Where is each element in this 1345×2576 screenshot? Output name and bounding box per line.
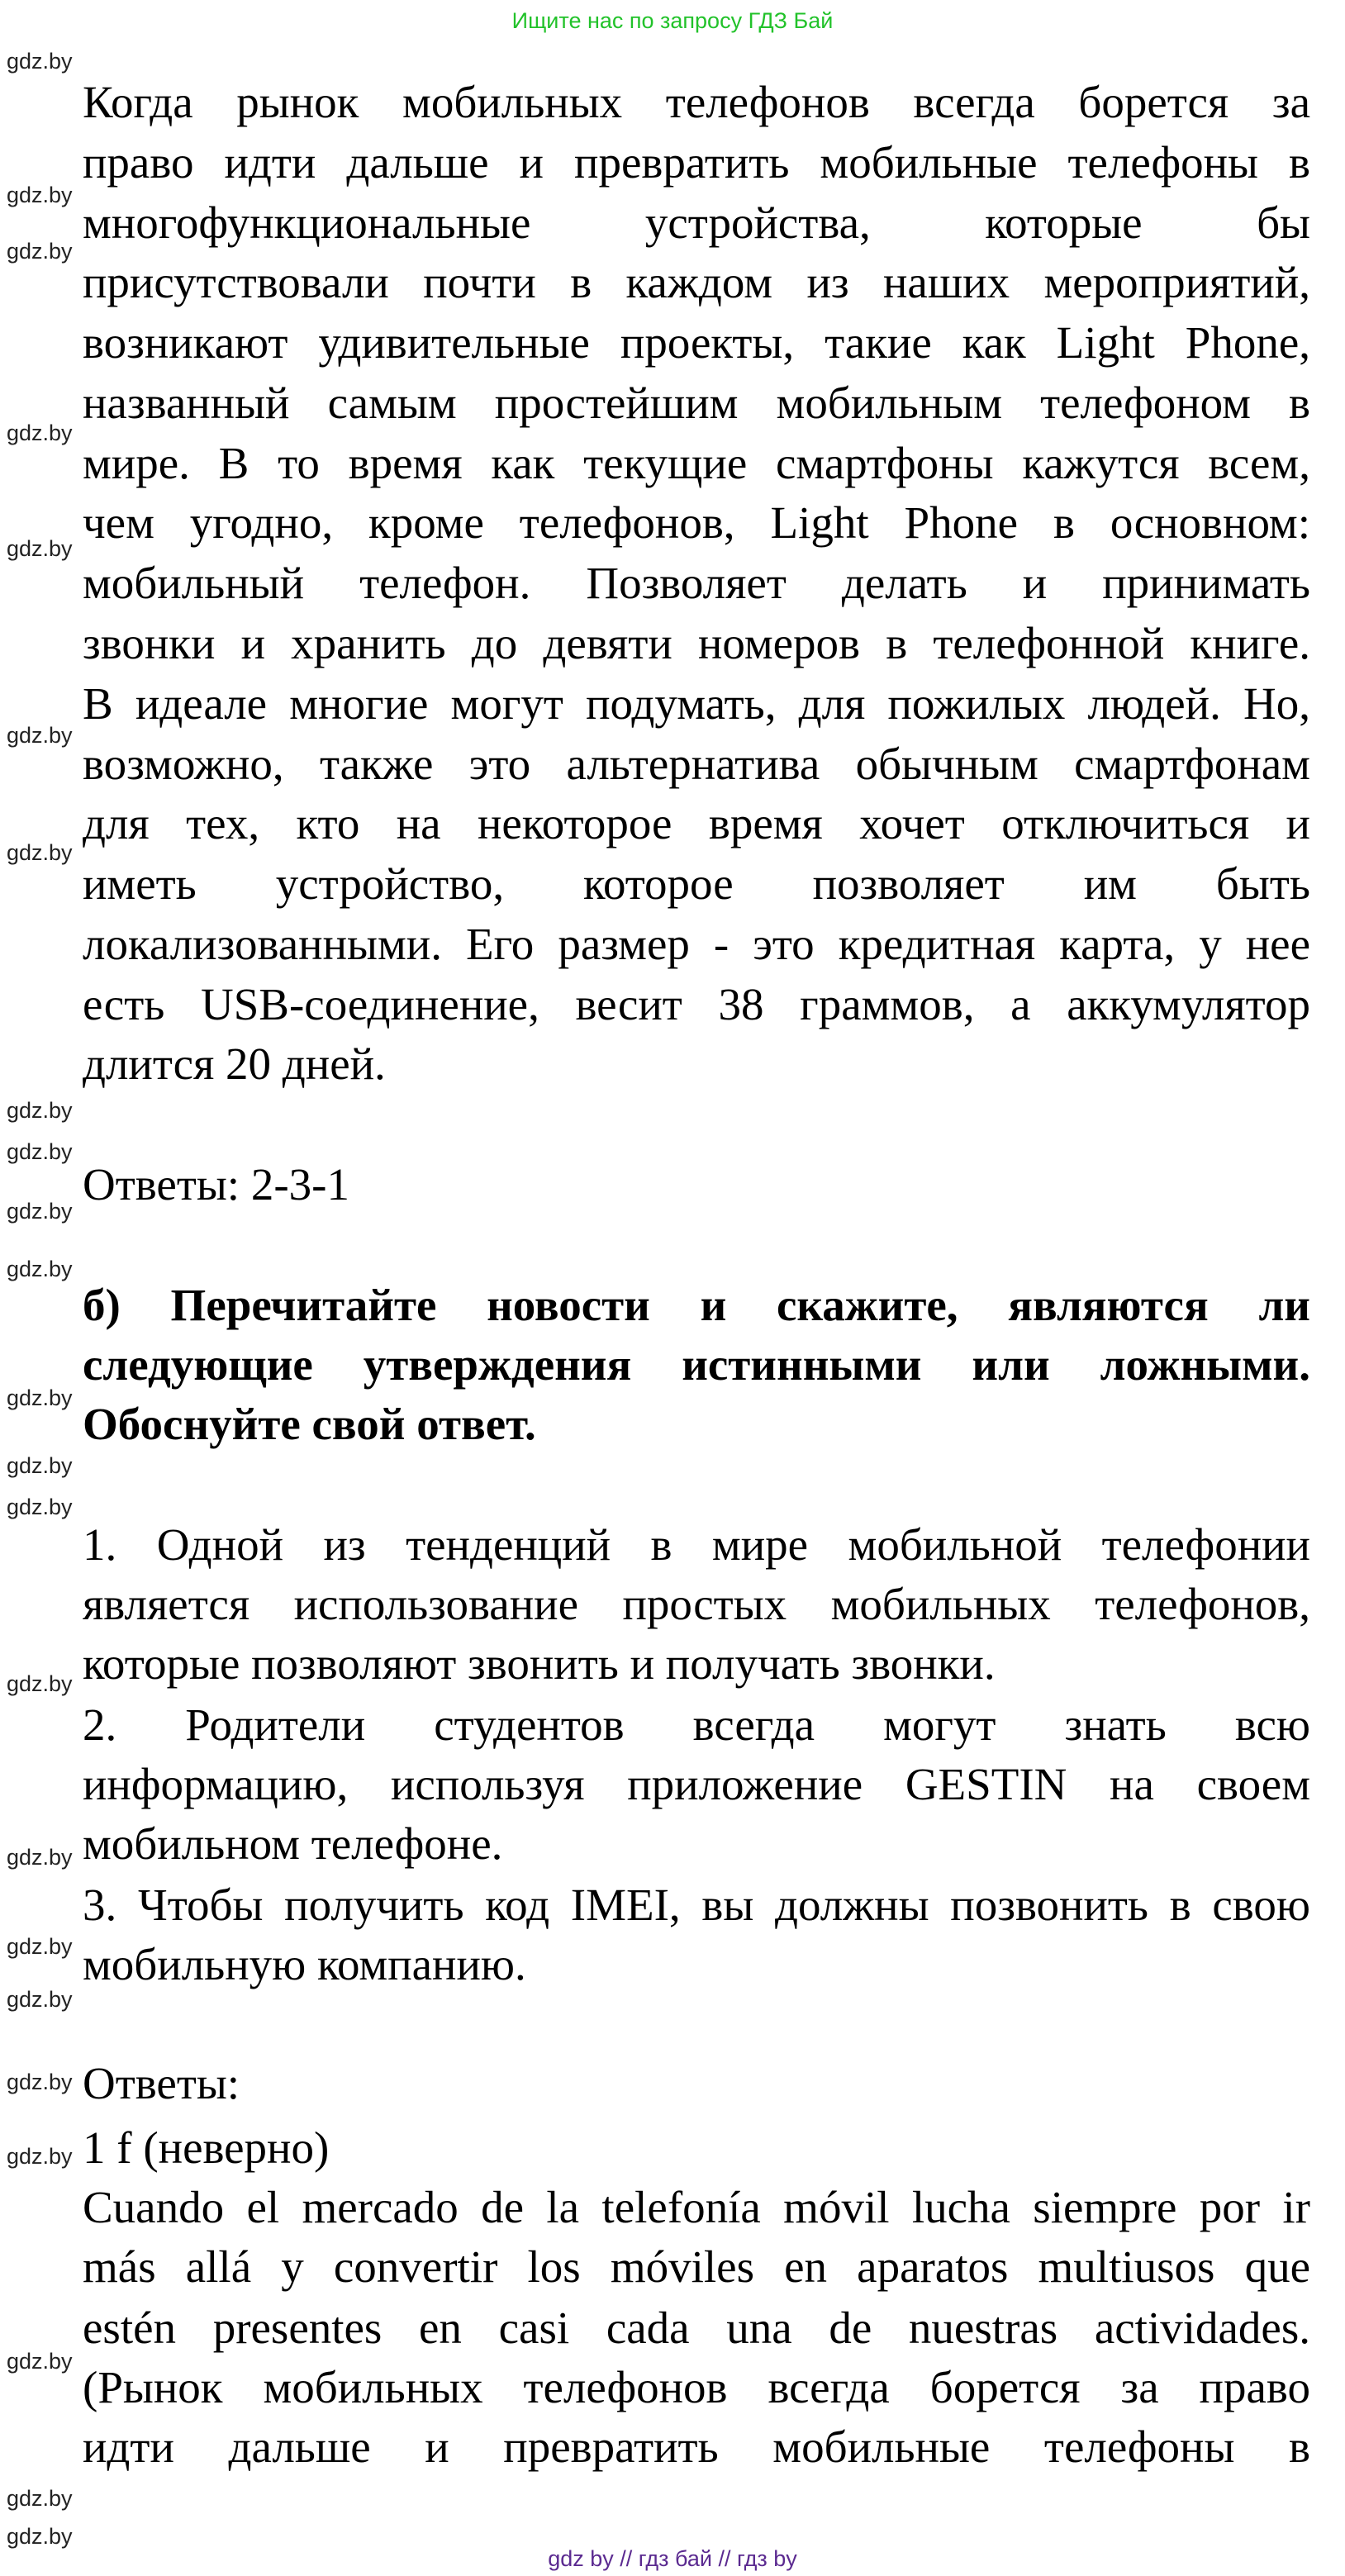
explanation-line: más allá y convertir los móviles en aparatos multiusos que	[83, 2241, 1310, 2292]
bottom-banner[interactable]: gdz by // гдз бай // гдз by	[548, 2546, 797, 2571]
paragraph-line: мобильный телефон. Позволяет делать и принимать	[83, 558, 1310, 608]
watermark-text: gdz.by	[7, 1495, 73, 1519]
paragraph-line: названный самым простейшим мобильным телефоном в	[83, 378, 1310, 428]
watermark-text: gdz.by	[7, 2144, 73, 2169]
statement-line: которые позволяют звонить и получать звонки.	[83, 1638, 996, 1689]
watermark-text: gdz.by	[7, 2524, 73, 2549]
paragraph-line: многофункциональные устройства, которые бы	[83, 197, 1310, 248]
answers-label: Ответы:	[83, 2058, 240, 2108]
task-heading-line: б) Перечитайте новости и скажите, являются ли	[83, 1280, 1310, 1330]
watermark-text: gdz.by	[7, 2070, 73, 2094]
paragraph-line: возможно, также это альтернатива обычным смартфонам	[83, 739, 1310, 789]
watermark-text: gdz.by	[7, 2349, 73, 2374]
statement-line: мобильную компанию.	[83, 1939, 526, 1989]
paragraph-line: В идеале многие могут подумать, для пожилых людей. Но,	[83, 678, 1310, 729]
paragraph-line: возникают удивительные проекты, такие как Light Phone,	[83, 317, 1310, 368]
answer-item: 1 f (неверно)	[83, 2122, 330, 2173]
paragraph-line: для тех, кто на некоторое время хочет отключиться и	[83, 798, 1310, 848]
watermark-text: gdz.by	[7, 1845, 73, 1870]
watermark-text: gdz.by	[7, 1098, 73, 1123]
statement-line: мобильном телефоне.	[83, 1818, 503, 1869]
task-heading-line: Обоснуйте свой ответ.	[83, 1399, 536, 1449]
paragraph-line: длится 20 дней.	[83, 1038, 386, 1089]
watermark-text: gdz.by	[7, 1257, 73, 1281]
paragraph-line: мире. В то время как текущие смартфоны кажутся всем,	[83, 438, 1310, 488]
paragraph-line: чем угодно, кроме телефонов, Light Phone в основном:	[83, 497, 1310, 548]
explanation-line: идти дальше и превратить мобильные телефоны в	[83, 2422, 1310, 2472]
top-banner[interactable]: Ищите нас по запросу ГДЗ Бай	[511, 8, 834, 33]
paragraph-line: есть USB-соединение, весит 38 граммов, а аккумулятор	[83, 979, 1310, 1029]
watermark-text: gdz.by	[7, 536, 73, 561]
statement-line: информацию, используя приложение GESTIN на своем	[83, 1759, 1310, 1809]
watermark-text: gdz.by	[7, 1139, 73, 1164]
watermark-text: gdz.by	[7, 1199, 73, 1224]
watermark-text: gdz.by	[7, 421, 73, 445]
watermark-text: gdz.by	[7, 1671, 73, 1696]
watermark-text: gdz.by	[7, 49, 73, 74]
explanation-line: (Рынок мобильных телефонов всегда борется за право	[83, 2362, 1310, 2412]
watermark-text: gdz.by	[7, 840, 73, 865]
explanation-line: estén presentes en casi cada una de nuestras actividades.	[83, 2303, 1310, 2353]
paragraph-line: иметь устройство, которое позволяет им быть	[83, 858, 1310, 909]
statement-line: 2. Родители студентов всегда могут знать всю	[83, 1699, 1310, 1750]
paragraph-line: присутствовали почти в каждом из наших мероприятий,	[83, 257, 1310, 307]
answer-text: Ответы: 2-3-1	[83, 1159, 349, 1210]
watermark-text: gdz.by	[7, 239, 73, 264]
watermark-text: gdz.by	[7, 183, 73, 207]
statement-line: 1. Одной из тенденций в мире мобильной телефонии	[83, 1519, 1310, 1570]
paragraph-line: Когда рынок мобильных телефонов всегда борется за	[83, 77, 1310, 127]
statement-line: является использование простых мобильных телефонов,	[83, 1579, 1310, 1629]
paragraph-line: право идти дальше и превратить мобильные телефоны в	[83, 137, 1310, 188]
paragraph-line: звонки и хранить до девяти номеров в телефонной книге.	[83, 618, 1310, 668]
statement-line: 3. Чтобы получить код IMEI, вы должны позвонить в свою	[83, 1880, 1310, 1930]
watermark-text: gdz.by	[7, 1453, 73, 1478]
paragraph-line: локализованными. Его размер - это кредитная карта, у нее	[83, 919, 1310, 969]
watermark-text: gdz.by	[7, 1385, 73, 1410]
watermark-text: gdz.by	[7, 723, 73, 748]
task-heading-line: следующие утверждения истинными или ложными.	[83, 1339, 1310, 1390]
explanation-line: Cuando el mercado de la telefonía móvil lucha siempre por ir	[83, 2182, 1310, 2232]
watermark-text: gdz.by	[7, 2486, 73, 2511]
watermark-text: gdz.by	[7, 1987, 73, 2012]
watermark-text: gdz.by	[7, 1934, 73, 1959]
